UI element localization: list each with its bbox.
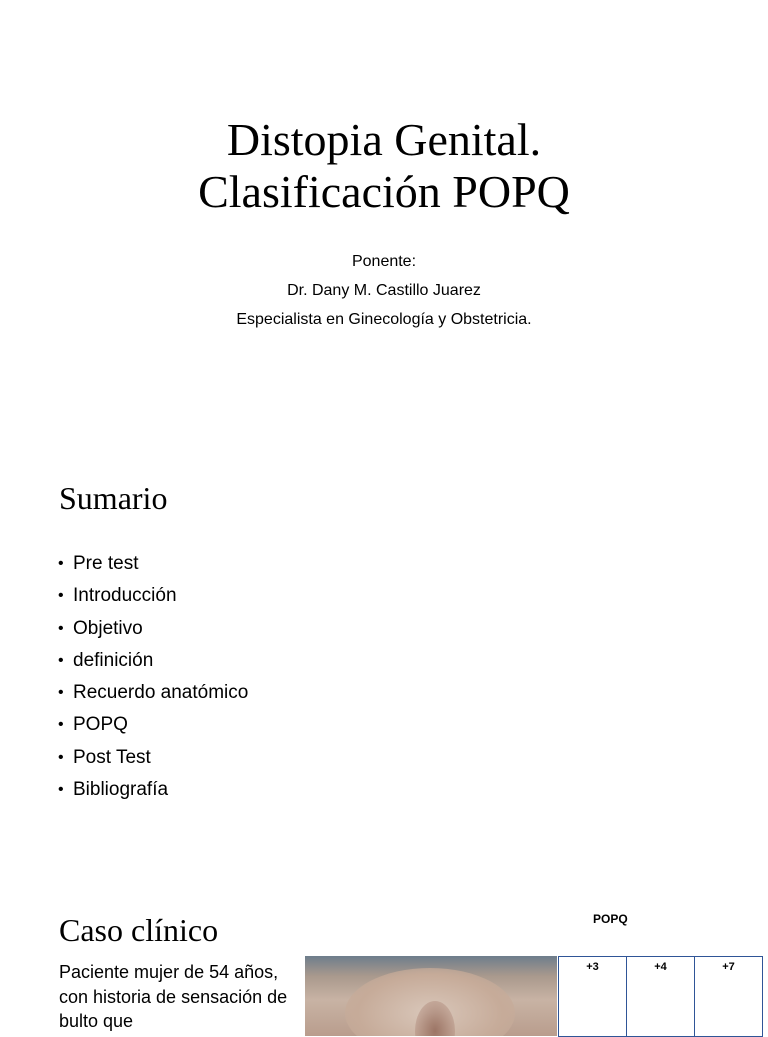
presenter-name: Dr. Dany M. Castillo Juarez	[287, 282, 481, 299]
list-item: • POPQ	[58, 709, 248, 741]
title-slide	[0, 0, 768, 432]
list-item: • Introducción	[58, 580, 248, 612]
sumario-slide	[0, 432, 768, 864]
title-line-1: Distopia Genital.	[226, 114, 542, 165]
sumario-list	[58, 548, 248, 806]
presenter-label: Ponente:	[351, 253, 417, 270]
presenter-role: Especialista en Ginecología y Obstetricia.	[236, 311, 532, 328]
list-item: • definición	[58, 645, 248, 677]
grid-cell: +3	[559, 957, 627, 1037]
sumario-title: Sumario	[59, 480, 168, 516]
caso-clinico-slide	[0, 864, 768, 1031]
list-item: • Objetivo	[58, 613, 248, 645]
clinical-photo	[305, 956, 557, 1036]
grid-cell: +4	[627, 957, 695, 1037]
list-item: • Bibliografía	[58, 774, 248, 806]
popq-grid	[558, 956, 763, 1037]
presentation-title	[0, 114, 768, 218]
popq-label: POPQ	[593, 912, 628, 926]
presenter-info	[0, 247, 768, 334]
caso-description: Paciente mujer de 54 años, con historia de sensación de bulto que	[59, 962, 288, 1031]
list-item: • Recuerdo anatómico	[58, 677, 248, 709]
list-item: • Pre test	[58, 548, 248, 580]
title-line-2: Clasificación POPQ	[198, 166, 570, 217]
list-item: • Post Test	[58, 742, 248, 774]
caso-title: Caso clínico	[59, 912, 219, 948]
grid-cell: +7	[695, 957, 763, 1037]
table-row	[559, 957, 763, 1037]
